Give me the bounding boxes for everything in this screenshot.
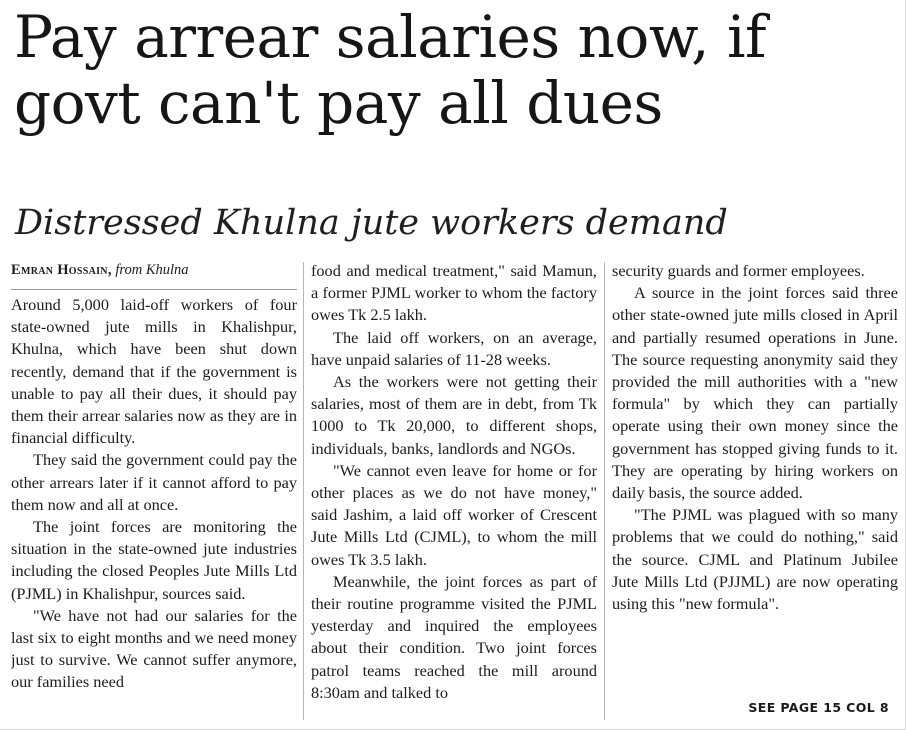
paragraph: "We have not had our salaries for the last six to eight months and we need money just to survive. We cannot suffer anymore, our families need [11, 605, 297, 692]
paragraph: "The PJML was plagued with so many problems that we could do nothing," said the source. CJML and Platinum Jubilee Jute Mills Ltd (PJJML) are now operating using this "new formula". [612, 505, 898, 614]
paragraph: The joint forces are monitoring the situation in the state-owned jute industries including the closed Peoples Jute Mills Ltd (PJML) in Khalishpur, sources said. [11, 517, 297, 603]
paragraph: "We cannot even leave for home or for other places as we do not have money," said Jashim, a laid off worker of Crescent Jute Mills Ltd (CJML), to whom the mill owes Tk 3.5 lakh. [311, 460, 597, 569]
article-column-2 [311, 260, 597, 725]
paragraph: Meanwhile, the joint forces as part of their routine programme visited the PJML yesterday and inquired the employees about their condition. Two joint forces patrol teams reached the mill around 8:30am and talked to [311, 571, 597, 702]
headline: Pay arrear salaries now, if govt can't pay all dues [14, 3, 766, 137]
subheadline: Distressed Khulna jute workers demand [15, 203, 728, 243]
paragraph: A source in the joint forces said three other state-owned jute mills closed in April and partially resumed operations in June. The source requesting anonymity said they provided the mill authorities with a "new formula" by which they can partially operate using their own money since the government has stopped giving funds to it. They are operating by hiring workers on daily basis, the source added. [612, 283, 898, 503]
continued-on-page-note: SEE PAGE 15 COL 8 [748, 700, 889, 715]
paragraph: The laid off workers, on an average, have unpaid salaries of 11-28 weeks. [311, 327, 597, 369]
paragraph: security guards and former employees. [612, 261, 865, 280]
paragraph: food and medical treatment," said Mamun, a former PJML worker to whom the factory owes Tk 2.5 lakh. [311, 261, 597, 325]
byline-location: from Khulna [115, 262, 189, 278]
paragraph: As the workers were not getting their salaries, most of them are in debt, from Tk 1000 to Tk 20,000, to different shops, individuals, banks, landlords and NGOs. [311, 372, 597, 458]
paragraph: Around 5,000 laid-off workers of four state-owned jute mills in Khalishpur, Khulna, which have been shut down recently, demand that if the government is unable to pay all their dues, it should pay them their arrear salaries now as they are in financial difficulty. [11, 295, 297, 448]
column-divider [604, 262, 605, 720]
byline [11, 260, 297, 290]
byline-author: Emran Hossain, [11, 262, 112, 278]
article-column-3 [612, 260, 898, 725]
article-column-1 [11, 260, 297, 725]
column-divider [303, 262, 304, 720]
paragraph: They said the government could pay the other arrears later if it cannot afford to pay them now and all at once. [11, 450, 297, 514]
